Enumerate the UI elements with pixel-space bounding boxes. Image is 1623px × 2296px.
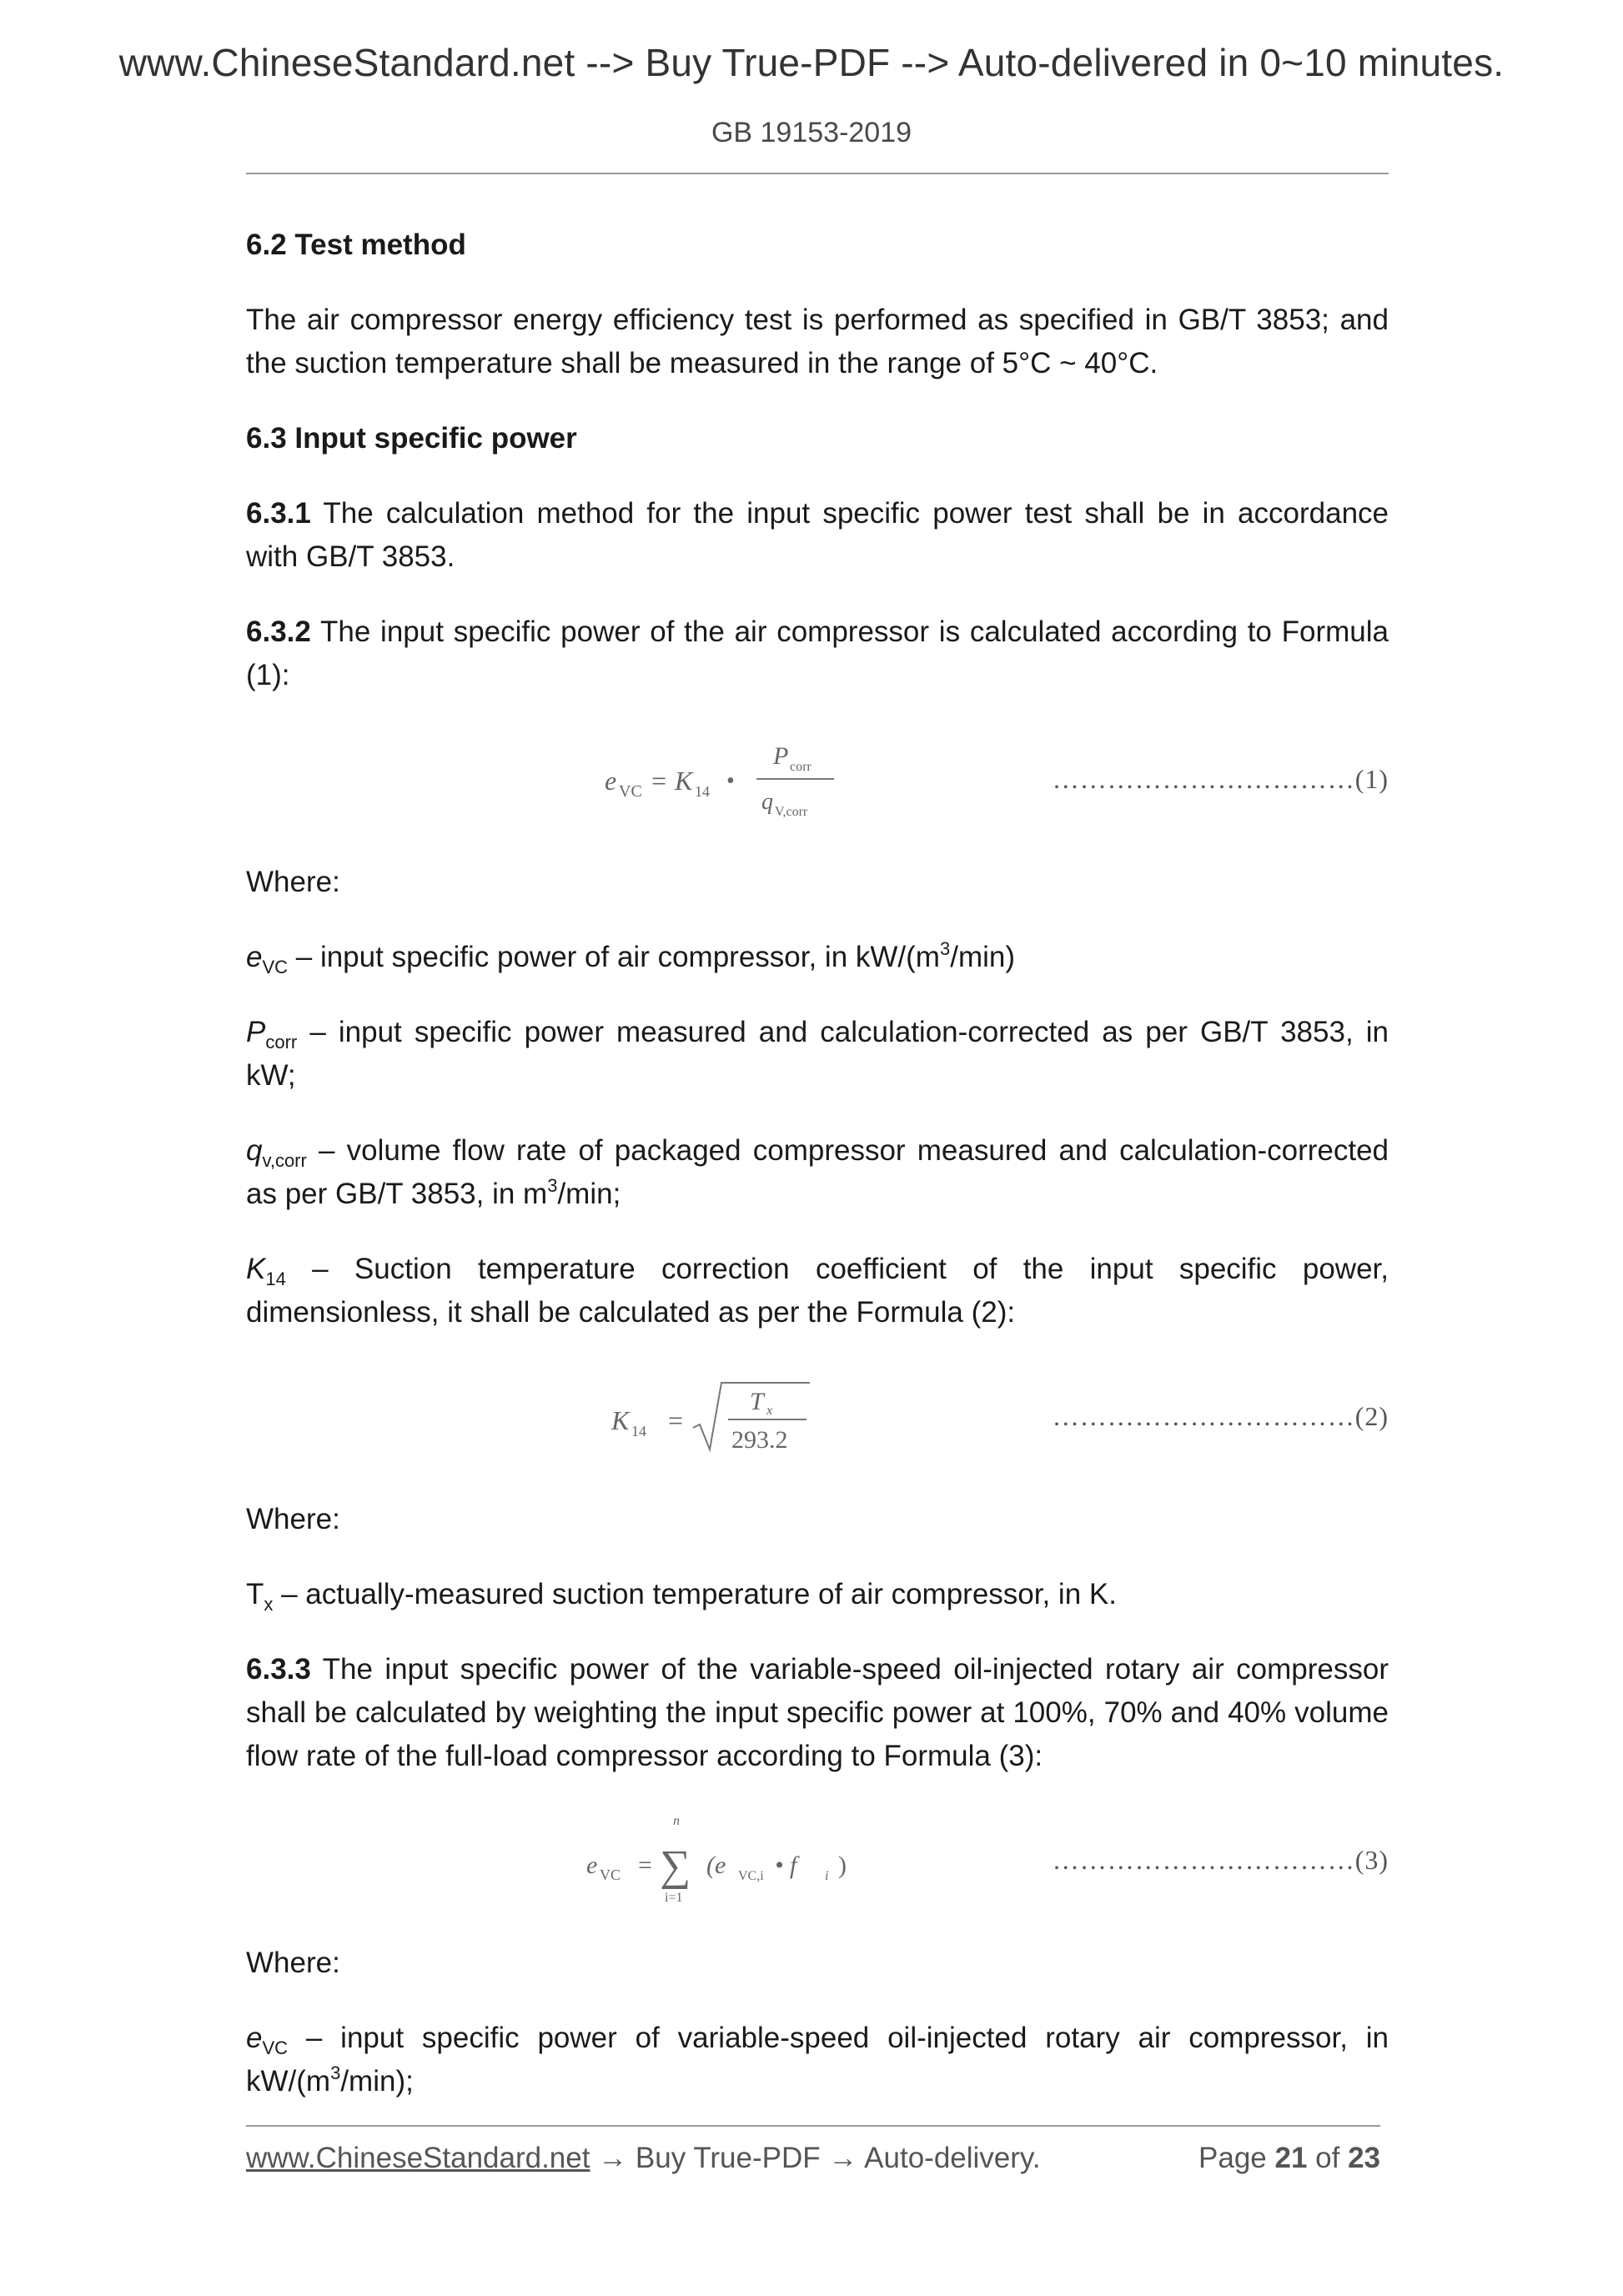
formula-3-lhs: e [586,1851,598,1879]
formula-2-equals: = [668,1405,684,1435]
formula-3-term-end: ) [838,1851,847,1879]
page-indicator [1198,2142,1380,2175]
formula-2-k-sub: 14 [631,1423,646,1439]
formula-1 [246,729,1389,829]
definition-k14 [246,1248,1389,1334]
formula-3-lhs-sub: VC [600,1866,621,1883]
definition-text: – input specific power of air compressor, in kW/(m [288,941,940,973]
of-label: of [1307,2142,1349,2174]
formula-2-label: ……………………………(2) [1052,1401,1389,1431]
footer-divider [246,2125,1380,2127]
formula-1-k: K [675,766,693,796]
superscript: 3 [547,1175,558,1196]
formula-1-denominator-sub: V,corr [775,805,808,819]
document-body [246,224,1389,2135]
formula-1-lhs-sub: VC [619,782,642,801]
symbol-subscript: corr [265,1032,298,1053]
formula-3 [246,1810,1389,1910]
formula-2-k: K [611,1405,630,1435]
section-heading-6-2: 6.2 Test method [246,229,466,261]
formula-2-denominator: 293.2 [731,1426,788,1454]
clause-text: The input specific power of the variable-speed oil-injected rotary air compressor shall be calculated by weighting the input specific power at 100%, 70% and 40% volume flow rate of the full-load compressor according to Formula (3): [246,1653,1389,1772]
symbol: e [246,941,263,973]
definition-pcorr [246,1011,1389,1098]
where-1: Where: [246,866,340,898]
definition-evc-2 [246,2017,1389,2103]
clause-6-3-1 [246,492,1389,579]
definition-qv [246,1129,1389,1216]
formula-2-numerator: T [750,1388,764,1415]
where-3: Where: [246,1947,340,1979]
formula-1-denominator: q [761,789,773,815]
page-footer [246,2142,1380,2175]
formula-3-equals: = [638,1851,652,1879]
formula-2 [246,1366,1389,1466]
symbol-subscript: x [264,1594,274,1615]
formula-1-numerator: P [773,742,789,770]
definition-text: – Suction temperature correction coefficient of the input specific power, dimensionless, it shall be calculated as per the Formula (2): [246,1253,1389,1329]
clause-text: The input specific power of the air compressor is calculated according to Formula (1): [246,615,1389,691]
formula-3-sum-bottom: i=1 [665,1891,683,1905]
definition-text: – input specific power of variable-speed oil-injected rotary air compressor, in kW/(m [246,2022,1389,2098]
definition-text: – volume flow rate of packaged compressor measured and calculation-corrected as per GB/T 3853, in m [246,1134,1389,1210]
symbol: T [246,1578,264,1610]
where-2: Where: [246,1503,340,1535]
section-heading-6-3: 6.3 Input specific power [246,422,577,455]
page-label: Page [1198,2142,1275,2174]
superscript: 3 [939,938,951,959]
header-divider [246,173,1389,174]
definition-tail: /min) [950,941,1015,973]
clause-6-3-2 [246,610,1389,697]
definition-evc [246,936,1389,979]
footer-link[interactable]: www.ChineseStandard.net [246,2142,590,2174]
symbol-subscript: VC [262,2037,289,2058]
symbol: q [246,1134,263,1167]
superscript: 3 [330,2062,341,2083]
formula-1-label: ……………………………(1) [1052,764,1389,794]
clause-6-3-3 [246,1648,1389,1778]
formula-1-numerator-sub: corr [790,760,812,774]
clause-number: 6.3.1 [246,497,311,530]
formula-1-lhs: e [605,766,617,796]
formula-1-k-sub: 14 [695,783,710,800]
definition-tx [246,1573,1389,1616]
symbol-subscript: v,corr [262,1150,307,1171]
definition-text: – input specific power measured and calculation-corrected as per GB/T 3853, in kW; [246,1016,1389,1092]
definition-tail: /min); [340,2065,414,2098]
formula-3-label: ……………………………(3) [1052,1845,1389,1875]
formula-3-term-sub: VC,i [738,1869,764,1883]
symbol: e [246,2022,263,2054]
page-number: 21 [1274,2142,1308,2174]
formula-2-numerator-sub: x [766,1404,773,1418]
footer-tagline: → Buy True-PDF → Auto-delivery. [590,2142,1041,2174]
definition-text: – actually-measured suction temperature of air compressor, in K. [273,1578,1117,1610]
symbol-subscript: 14 [265,1269,286,1289]
formula-3-term-mid: • f [775,1851,797,1879]
clause-number: 6.3.3 [246,1653,311,1686]
symbol: P [246,1016,266,1048]
clause-number: 6.3.2 [246,615,311,648]
formula-3-term: (e [706,1851,726,1879]
page-total: 23 [1348,2142,1380,2174]
formula-3-sigma: ∑ [660,1842,691,1890]
formula-3-sum-top: n [673,1814,680,1828]
clause-text: The calculation method for the input specific power test shall be in accordance with GB/T 3853. [246,497,1389,573]
definition-tail: /min; [557,1178,621,1210]
formula-1-equals: = [651,766,667,796]
symbol: K [246,1253,266,1285]
top-banner: www.ChineseStandard.net --> Buy True-PDF --> Auto-delivered in 0~10 minutes. [118,41,1505,84]
document-code: GB 19153-2019 [711,117,912,148]
formula-3-term-sub2: i [825,1869,829,1883]
section-text-6-2: The air compressor energy efficiency test is performed as specified in GB/T 3853; and the suction temperature shall be measured in the range of 5°C ~ 40°C. [246,304,1389,379]
formula-1-dot: • [726,768,735,794]
symbol-subscript: VC [262,957,289,977]
